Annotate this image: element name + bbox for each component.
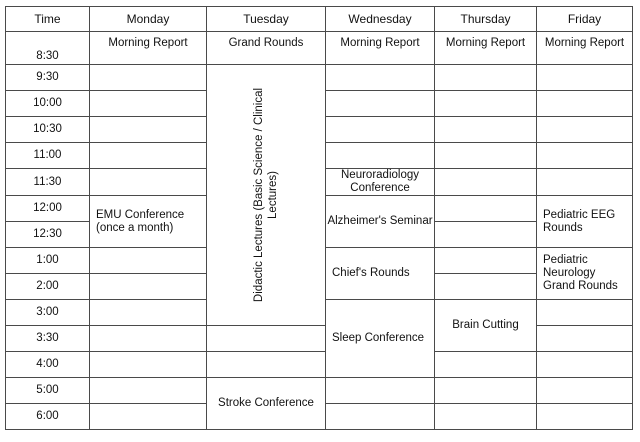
empty-slot bbox=[537, 65, 633, 91]
empty-slot bbox=[537, 300, 633, 326]
wednesday-chiefs-rounds: Chief's Rounds bbox=[326, 248, 435, 300]
didactic-lectures-label: Didactic Lectures (Basic Science / Clinical Lectures) bbox=[253, 87, 279, 303]
empty-slot bbox=[435, 352, 537, 378]
header-row bbox=[6, 7, 633, 32]
empty-slot bbox=[90, 274, 207, 300]
time-label: 10:00 bbox=[6, 91, 90, 117]
empty-slot bbox=[435, 222, 537, 248]
tuesday-didactic-lectures bbox=[207, 65, 326, 326]
time-label: 12:00 bbox=[6, 196, 90, 222]
day-header-wednesday: Wednesday bbox=[326, 7, 435, 32]
weekly-conference-schedule-table bbox=[5, 6, 633, 430]
empty-slot bbox=[90, 300, 207, 326]
friday-pediatric-eeg-rounds: Pediatric EEG Rounds bbox=[537, 196, 633, 248]
empty-slot bbox=[90, 117, 207, 143]
time-label: 11:30 bbox=[6, 169, 90, 196]
empty-slot bbox=[537, 352, 633, 378]
empty-slot bbox=[435, 169, 537, 196]
time-label: 4:00 bbox=[6, 352, 90, 378]
day-header-tuesday: Tuesday bbox=[207, 7, 326, 32]
wednesday-sleep-conference: Sleep Conference bbox=[326, 300, 435, 378]
time-label: 12:30 bbox=[6, 222, 90, 248]
empty-slot bbox=[537, 404, 633, 430]
empty-slot bbox=[537, 378, 633, 404]
empty-slot bbox=[435, 65, 537, 91]
time-column-header: Time bbox=[6, 7, 90, 32]
empty-slot bbox=[326, 378, 435, 404]
empty-slot bbox=[90, 65, 207, 91]
time-label: 8:30 bbox=[6, 32, 90, 65]
empty-slot bbox=[537, 91, 633, 117]
schedule-container bbox=[5, 6, 633, 430]
empty-slot bbox=[326, 404, 435, 430]
wednesday-morning-report: Morning Report bbox=[326, 32, 435, 65]
day-header-monday: Monday bbox=[90, 7, 207, 32]
day-header-friday: Friday bbox=[537, 7, 633, 32]
empty-slot bbox=[90, 91, 207, 117]
monday-emu-conference: EMU Conference (once a month) bbox=[90, 196, 207, 248]
empty-slot bbox=[326, 143, 435, 169]
empty-slot bbox=[326, 91, 435, 117]
empty-slot bbox=[435, 378, 537, 404]
empty-slot bbox=[435, 91, 537, 117]
empty-slot bbox=[326, 117, 435, 143]
empty-slot bbox=[537, 117, 633, 143]
friday-morning-report: Morning Report bbox=[537, 32, 633, 65]
empty-slot bbox=[537, 326, 633, 352]
empty-slot bbox=[435, 248, 537, 274]
friday-pediatric-neurology-grand-rounds: Pediatric Neurology Grand Rounds bbox=[537, 248, 633, 300]
empty-slot bbox=[326, 65, 435, 91]
empty-slot bbox=[435, 117, 537, 143]
empty-slot bbox=[207, 352, 326, 378]
thursday-brain-cutting: Brain Cutting bbox=[435, 300, 537, 352]
empty-slot bbox=[90, 326, 207, 352]
time-label: 2:00 bbox=[6, 274, 90, 300]
empty-slot bbox=[207, 326, 326, 352]
wednesday-alzheimers-seminar: Alzheimer's Seminar bbox=[326, 196, 435, 248]
tuesday-grand-rounds: Grand Rounds bbox=[207, 32, 326, 65]
empty-slot bbox=[90, 248, 207, 274]
time-label: 3:00 bbox=[6, 300, 90, 326]
time-label: 6:00 bbox=[6, 404, 90, 430]
time-row bbox=[6, 65, 633, 91]
time-row bbox=[6, 32, 633, 65]
time-label: 11:00 bbox=[6, 143, 90, 169]
empty-slot bbox=[90, 378, 207, 404]
time-row bbox=[6, 326, 633, 352]
time-row bbox=[6, 378, 633, 404]
empty-slot bbox=[90, 169, 207, 196]
empty-slot bbox=[90, 404, 207, 430]
time-row bbox=[6, 352, 633, 378]
thursday-morning-report: Morning Report bbox=[435, 32, 537, 65]
empty-slot bbox=[537, 169, 633, 196]
time-label: 10:30 bbox=[6, 117, 90, 143]
time-label: 5:00 bbox=[6, 378, 90, 404]
time-label: 9:30 bbox=[6, 65, 90, 91]
empty-slot bbox=[435, 404, 537, 430]
wednesday-neuroradiology-conference: Neuroradiology Conference bbox=[326, 169, 435, 196]
time-label: 3:30 bbox=[6, 326, 90, 352]
empty-slot bbox=[435, 143, 537, 169]
empty-slot bbox=[435, 196, 537, 222]
day-header-thursday: Thursday bbox=[435, 7, 537, 32]
empty-slot bbox=[90, 143, 207, 169]
tuesday-stroke-conference: Stroke Conference bbox=[207, 378, 326, 430]
empty-slot bbox=[435, 274, 537, 300]
time-label: 1:00 bbox=[6, 248, 90, 274]
empty-slot bbox=[537, 143, 633, 169]
empty-slot bbox=[90, 352, 207, 378]
monday-morning-report: Morning Report bbox=[90, 32, 207, 65]
